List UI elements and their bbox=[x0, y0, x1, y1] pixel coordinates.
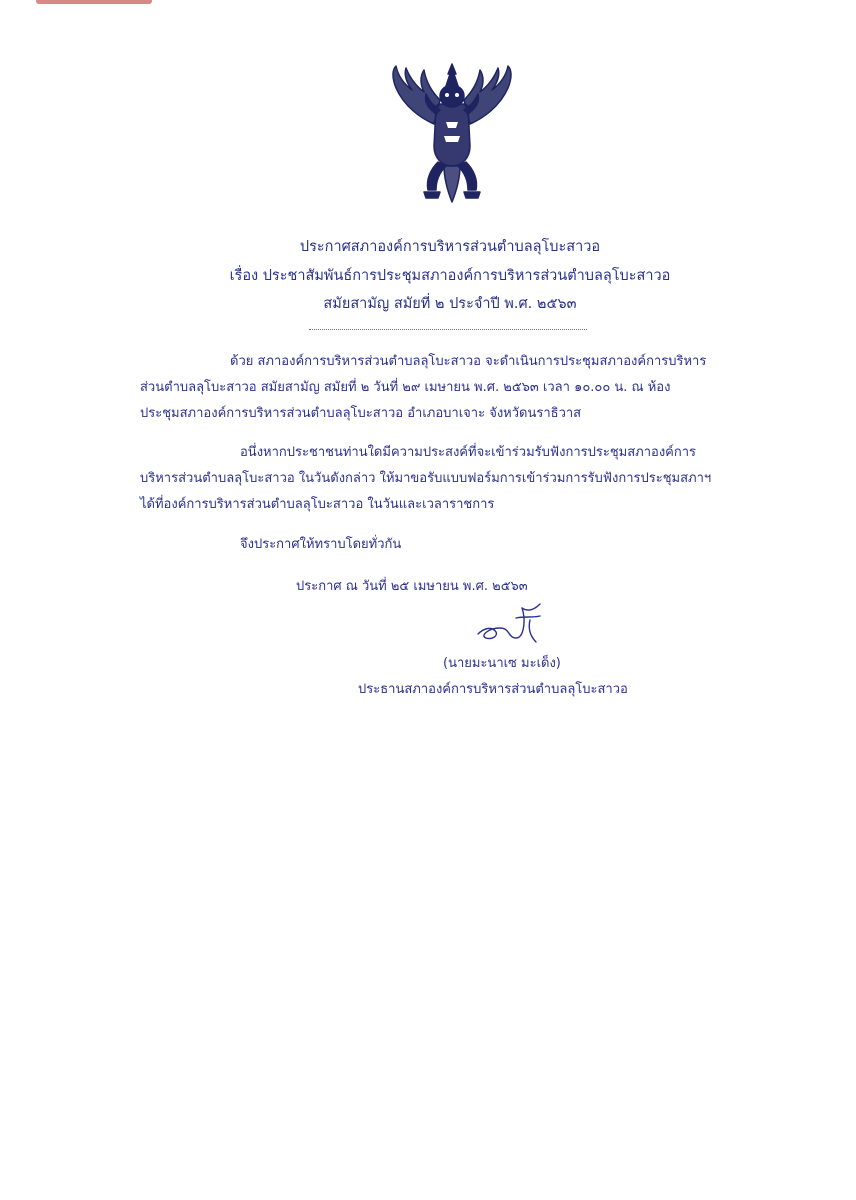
announcement-title: ประกาศสภาองค์การบริหารส่วนตำบลลุโบะสาวอ bbox=[299, 239, 601, 255]
paragraph-1-line-1: ด้วย สภาองค์การบริหารส่วนตำบลลุโบะสาวอ จะดำเนินการประชุมสภาองค์การบริหาร bbox=[230, 354, 707, 369]
paragraph-1-line-3: ประชุมสภาองค์การบริหารส่วนตำบลลุโบะสาวอ อำเภอบาเจาะ จังหวัดนราธิวาส bbox=[140, 406, 582, 421]
garuda-emblem-icon bbox=[386, 62, 518, 210]
announcement-date: ประกาศ ณ วันที่ ๒๕ เมษายน พ.ศ. ๒๕๖๓ bbox=[296, 579, 528, 594]
paragraph-1-line-2: ส่วนตำบลลุโบะสาวอ สมัยสามัญ สมัยที่ ๒ วันที่ ๒๙ เมษายน พ.ศ. ๒๕๖๓ เวลา ๑๐.๐๐ น. ณ ห้อง bbox=[140, 380, 671, 395]
header-divider bbox=[309, 329, 587, 330]
paragraph-2-line-1: อนึ่งหากประชาชนท่านใดมีความประสงค์ที่จะเข้าร่วมรับฟังการประชุมสภาองค์การ bbox=[240, 445, 697, 460]
top-edge-mark bbox=[36, 0, 152, 4]
paragraph-2-line-3: ได้ที่องค์การบริหารส่วนตำบลลุโบะสาวอ ในวันและเวลาราชการ bbox=[140, 497, 495, 512]
handwritten-signature-icon bbox=[470, 598, 556, 648]
signatory-name: (นายมะนาเซ มะเด็ง) bbox=[443, 656, 561, 671]
paragraph-2-line-2: บริหารส่วนตำบลลุโบะสาวอ ในวันดังกล่าว ให้มาขอรับแบบฟอร์มการเข้าร่วมการรับฟังการประชุมสภาฯ bbox=[140, 471, 712, 486]
closing-sentence: จึงประกาศให้ทราบโดยทั่วกัน bbox=[240, 537, 402, 552]
announcement-subject: เรื่อง ประชาสัมพันธ์การประชุมสภาองค์การบริหารส่วนตำบลลุโบะสาวอ bbox=[229, 268, 671, 284]
signatory-title: ประธานสภาองค์การบริหารส่วนตำบลลุโบะสาวอ bbox=[358, 682, 628, 697]
announcement-session: สมัยสามัญ สมัยที่ ๒ ประจำปี พ.ศ. ๒๕๖๓ bbox=[323, 296, 577, 312]
